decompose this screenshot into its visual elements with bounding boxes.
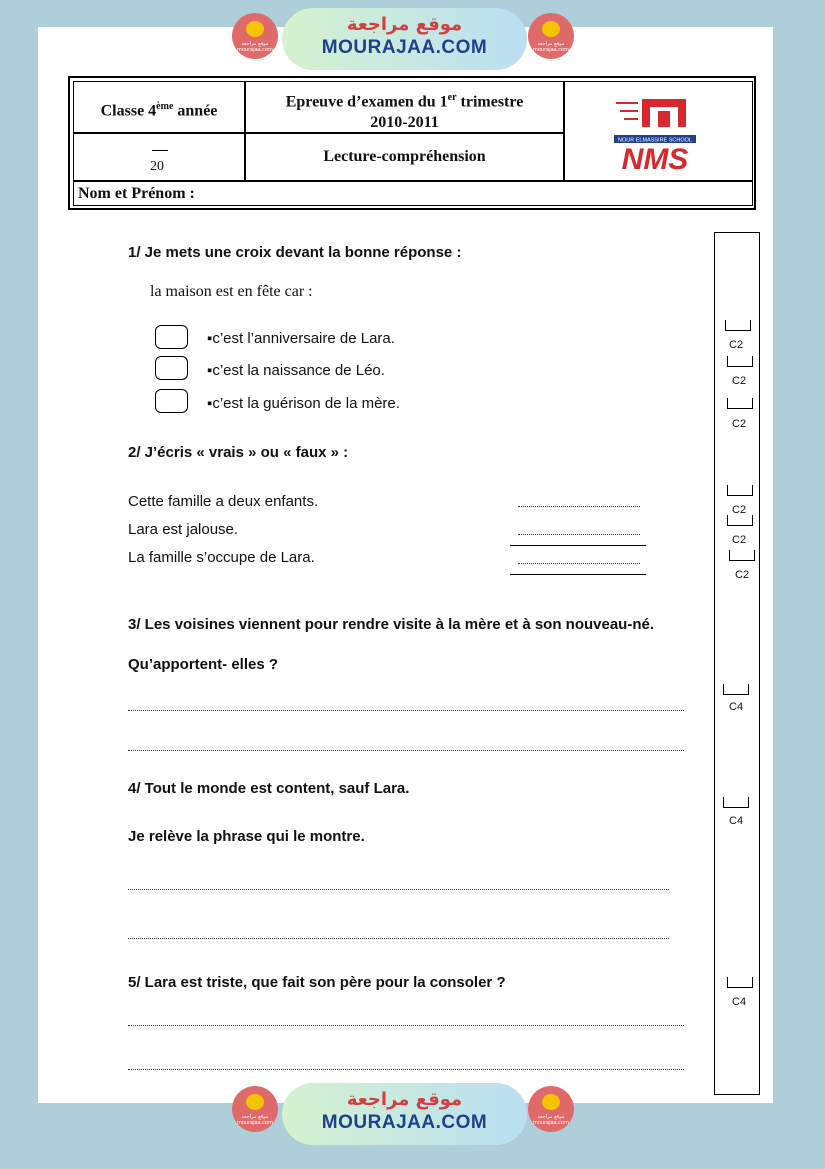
- true-false-item-2: Lara est jalouse.: [128, 521, 239, 538]
- mark-box[interactable]: [729, 550, 755, 561]
- mark-box[interactable]: [727, 398, 753, 409]
- true-false-item-3: La famille s’occupe de Lara.: [128, 549, 315, 566]
- site-banner-top[interactable]: [282, 8, 527, 70]
- answer-line-3a[interactable]: [128, 710, 684, 711]
- banner-arabic: موقع مراجعة: [346, 1089, 463, 1110]
- mark-label: C4: [729, 701, 744, 713]
- mark-box[interactable]: [727, 515, 753, 526]
- mark-box[interactable]: [727, 977, 753, 988]
- mark-box[interactable]: [723, 797, 749, 808]
- answer-line-2a[interactable]: [518, 506, 640, 507]
- question-3-sub: Qu’apportent- elles ?: [128, 656, 279, 673]
- exam-title-cell: Epreuve d’examen du 1er trimestre 2010-2011: [245, 81, 564, 133]
- answer-line-2b[interactable]: [518, 534, 640, 535]
- svg-text:NOUR ELMASSIRE SCHOOL: NOUR ELMASSIRE SCHOOL: [618, 137, 692, 144]
- mark-box[interactable]: [725, 320, 751, 331]
- school-logo: [612, 95, 698, 177]
- question-5-title: 5/ Lara est triste, que fait son père pour la consoler ?: [128, 974, 506, 991]
- site-badge-right-bottom: موقع مراجعة mourajaa.com: [528, 1086, 574, 1132]
- checkbox-option-1[interactable]: [155, 325, 188, 349]
- banner-latin: MOURAJAA.COM: [321, 37, 488, 58]
- option-3-label: ▪c’est la guérison de la mère.: [207, 395, 400, 412]
- mark-label: C4: [729, 815, 744, 827]
- checkbox-option-2[interactable]: [155, 356, 188, 380]
- question-1-title: 1/ Je mets une croix devant la bonne réponse :: [128, 244, 462, 261]
- school-year: 2010-2011: [370, 114, 439, 132]
- subject-cell: Lecture-compréhension: [245, 133, 564, 181]
- underline-2c: [510, 574, 646, 575]
- question-2-title: 2/ J’écris « vrais » ou « faux » :: [128, 444, 349, 461]
- mark-box[interactable]: [727, 356, 753, 367]
- answer-line-2c[interactable]: [518, 563, 640, 564]
- mark-label: C2: [729, 339, 744, 351]
- mark-label: C2: [732, 504, 747, 516]
- true-false-item-1: Cette famille a deux enfants.: [128, 493, 319, 510]
- score-total: 20: [150, 159, 164, 174]
- score-cell: [73, 133, 245, 181]
- option-2-label: ▪c’est la naissance de Léo.: [207, 362, 385, 379]
- answer-line-4b[interactable]: [128, 938, 669, 939]
- underline-2b: [510, 545, 646, 546]
- mark-label: C2: [732, 418, 747, 430]
- mark-label: C4: [732, 996, 747, 1008]
- site-banner-bottom[interactable]: [282, 1083, 527, 1145]
- mark-box[interactable]: [723, 684, 749, 695]
- question-1-stem: la maison est en fête car :: [150, 283, 313, 300]
- answer-line-4a[interactable]: [128, 889, 669, 890]
- banner-arabic: موقع مراجعة: [346, 14, 463, 35]
- question-3-title: 3/ Les voisines viennent pour rendre visite à la mère et à son nouveau-né.: [128, 616, 655, 633]
- answer-line-5b[interactable]: [128, 1069, 684, 1070]
- question-4-title: 4/ Tout le monde est content, sauf Lara.: [128, 780, 410, 797]
- option-1-label: ▪c’est l’anniversaire de Lara.: [207, 330, 395, 347]
- name-field[interactable]: Nom et Prénom :: [73, 181, 753, 206]
- mark-label: C2: [732, 534, 747, 546]
- mark-label: C2: [735, 569, 750, 581]
- site-badge-left-bottom: موقع مراجعة mourajaa.com: [232, 1086, 278, 1132]
- svg-text:NMS: NMS: [621, 143, 689, 176]
- site-badge-right: موقع مراجعة mourajaa.com: [528, 13, 574, 59]
- checkbox-option-3[interactable]: [155, 389, 188, 413]
- class-cell: Classe 4ème année: [73, 81, 245, 133]
- question-4-sub: Je relève la phrase qui le montre.: [128, 828, 365, 845]
- site-badge-left: موقع مراجعة mourajaa.com: [232, 13, 278, 59]
- mark-box[interactable]: [727, 485, 753, 496]
- banner-latin: MOURAJAA.COM: [321, 1112, 488, 1133]
- answer-line-3b[interactable]: [128, 750, 684, 751]
- answer-line-5a[interactable]: [128, 1025, 684, 1026]
- mark-label: C2: [732, 375, 747, 387]
